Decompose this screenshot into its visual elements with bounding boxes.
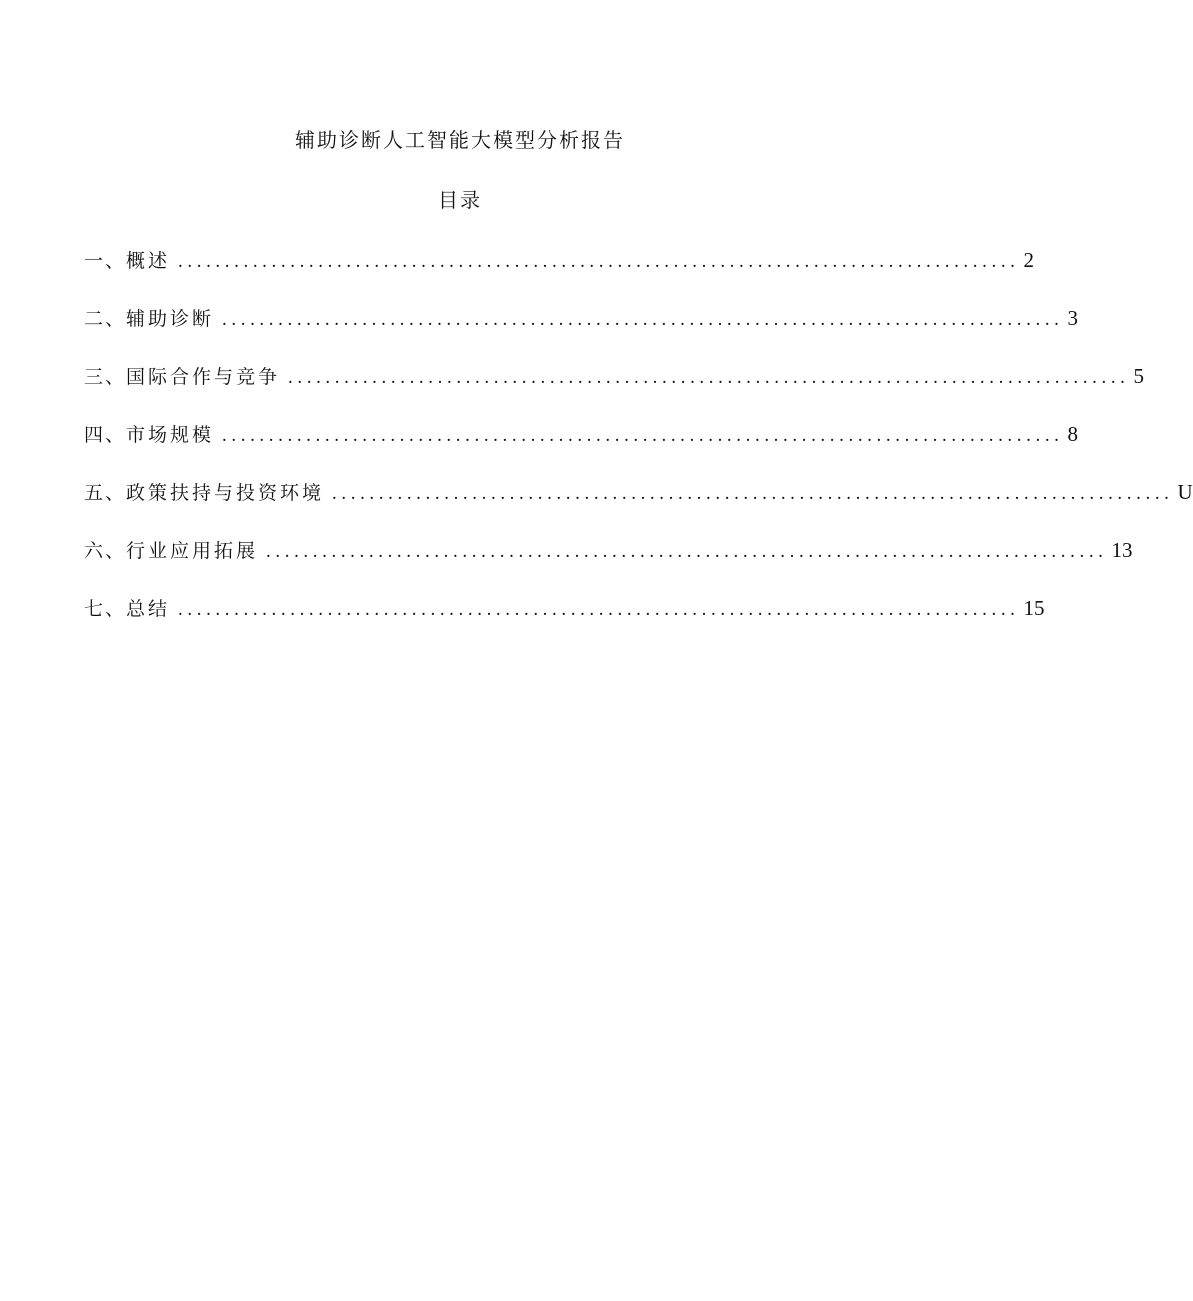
toc-entry-market-size[interactable] <box>84 417 1079 451</box>
toc-dot-leader: .......................................................................................... <box>222 309 1064 330</box>
toc-dot-leader: .......................................................................................... <box>178 251 1020 272</box>
toc-dot-leader: .......................................................................................... <box>178 599 1020 620</box>
toc-entry-number: 二、 <box>84 308 127 330</box>
toc-entry-page: 8 <box>1067 422 1079 446</box>
toc-entry-page: 3 <box>1067 306 1079 330</box>
toc-entry-page: 13 <box>1111 538 1133 562</box>
toc-entry-label: 国际合作与竞争 <box>126 366 281 388</box>
toc-entry-label: 辅助诊断 <box>126 308 215 330</box>
toc-entry-international-cooperation[interactable] <box>84 359 1145 393</box>
toc-entry-industry-applications[interactable] <box>84 533 1133 567</box>
toc-entry-label: 总结 <box>126 598 171 620</box>
toc-entry-page: 15 <box>1023 596 1045 620</box>
toc-entry-page: U <box>1177 480 1193 504</box>
toc-entry-number: 三、 <box>84 366 127 388</box>
toc-entry-label: 行业应用拓展 <box>126 540 259 562</box>
document-title: 辅助诊断人工智能大模型分析报告 <box>295 128 625 152</box>
table-of-contents <box>84 243 1193 649</box>
toc-entry-assisted-diagnosis[interactable] <box>84 301 1079 335</box>
toc-entry-policy-investment[interactable] <box>84 475 1193 509</box>
toc-entry-label: 政策扶持与投资环境 <box>126 482 325 504</box>
toc-entry-number: 一、 <box>84 250 127 272</box>
toc-entry-label: 市场规模 <box>126 424 215 446</box>
toc-entry-number: 四、 <box>84 424 127 446</box>
toc-entry-page: 5 <box>1133 364 1145 388</box>
toc-heading: 目录 <box>438 188 482 212</box>
toc-entry-number: 五、 <box>84 482 127 504</box>
toc-dot-leader: .......................................................................................... <box>266 541 1108 562</box>
toc-entry-label: 概述 <box>126 250 171 272</box>
toc-entry-page: 2 <box>1023 248 1035 272</box>
toc-dot-leader: .......................................................................................... <box>332 483 1174 504</box>
toc-entry-number: 七、 <box>84 598 127 620</box>
toc-entry-overview[interactable] <box>84 243 1035 277</box>
toc-dot-leader: .......................................................................................... <box>288 367 1130 388</box>
toc-entry-number: 六、 <box>84 540 127 562</box>
toc-entry-summary[interactable] <box>84 591 1045 625</box>
toc-dot-leader: .......................................................................................... <box>222 425 1064 446</box>
